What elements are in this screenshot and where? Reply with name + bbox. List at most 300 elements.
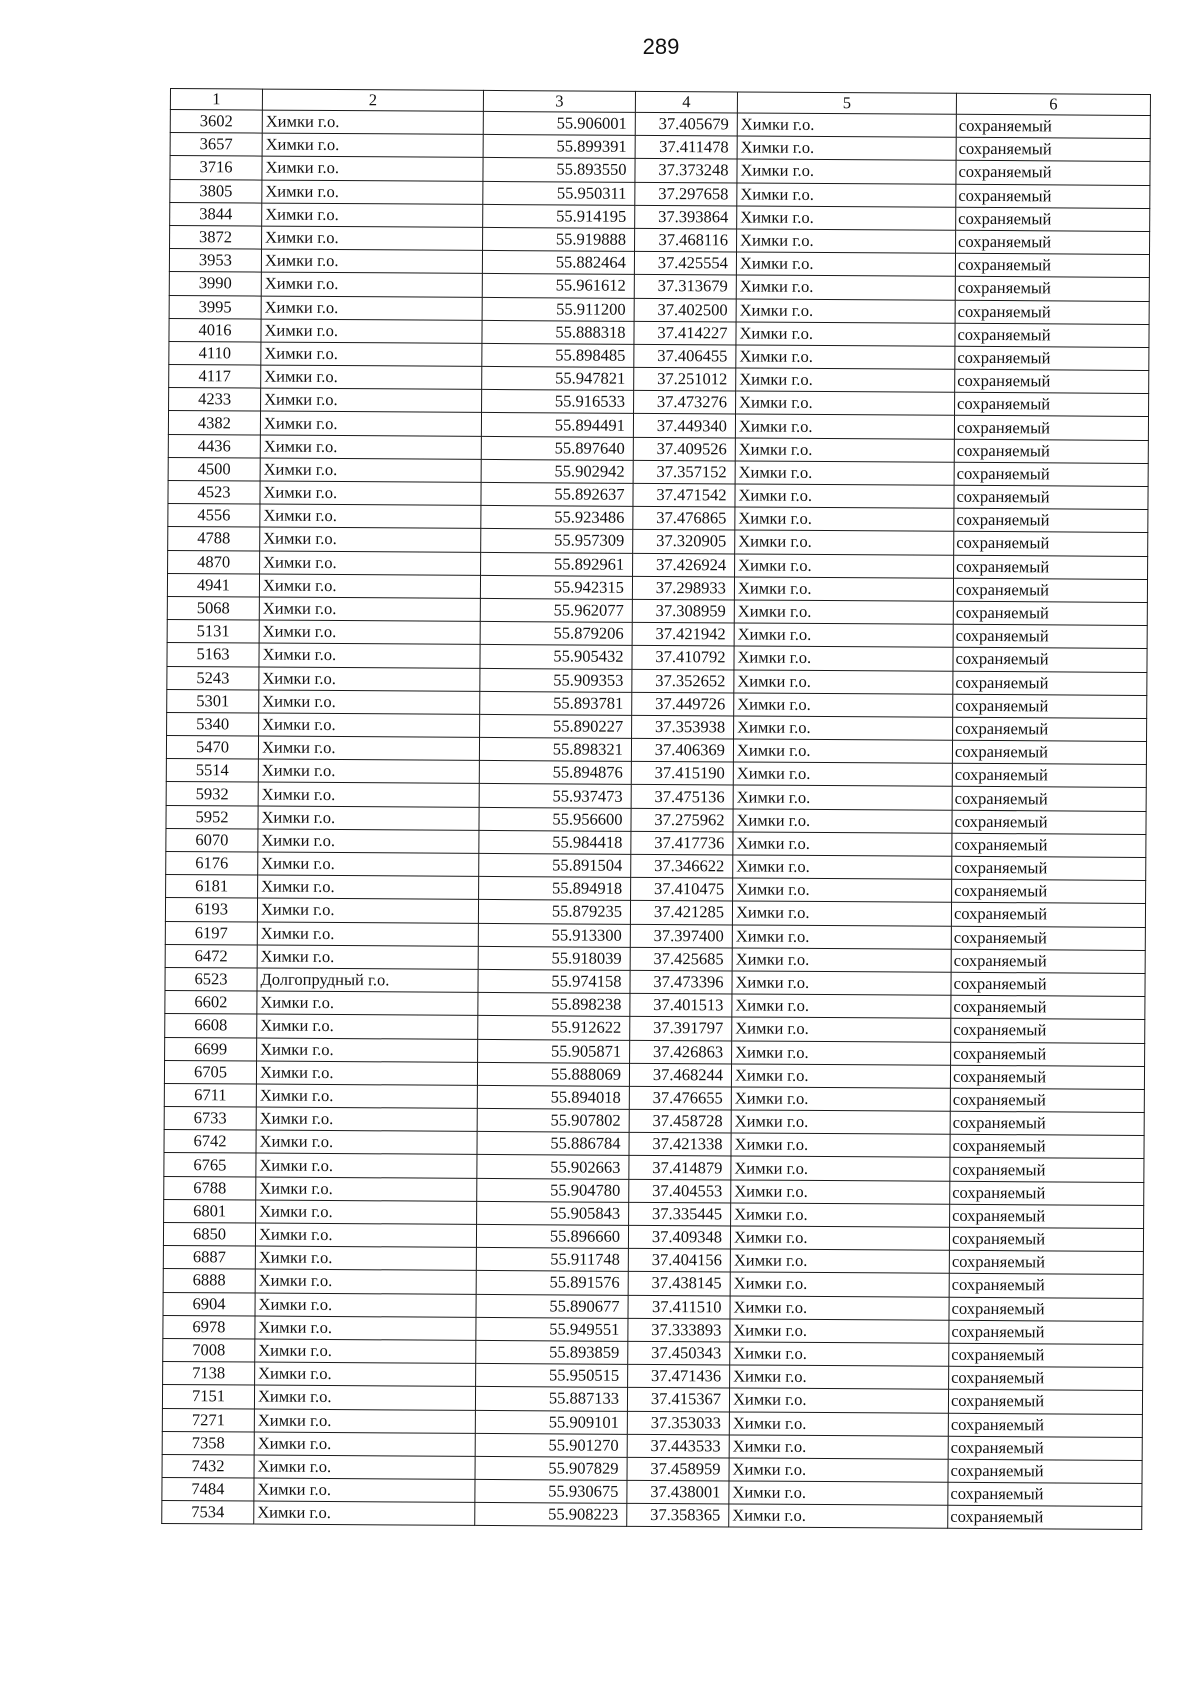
- longitude-cell: 37.473396: [630, 970, 732, 994]
- municipality-cell: Химки г.о.: [255, 1316, 476, 1341]
- longitude-cell: 37.397400: [630, 924, 732, 948]
- status-cell: сохраняемый: [951, 903, 1145, 927]
- municipality-cell: Химки г.о.: [261, 249, 482, 274]
- latitude-cell: 55.911748: [476, 1248, 628, 1272]
- latitude-cell: 55.923486: [481, 506, 633, 530]
- object-number-cell: 3872: [170, 225, 262, 249]
- location-cell: Химки г.о.: [732, 901, 951, 926]
- municipality-cell: Химки г.о.: [256, 1177, 477, 1202]
- status-cell: сохраняемый: [956, 184, 1150, 208]
- status-cell: сохраняемый: [956, 161, 1150, 185]
- location-cell: Химки г.о.: [732, 971, 951, 996]
- latitude-cell: 55.893781: [480, 691, 632, 715]
- status-cell: сохраняемый: [956, 114, 1150, 138]
- municipality-cell: Химки г.о.: [259, 690, 480, 715]
- location-cell: Химки г.о.: [734, 646, 953, 671]
- location-cell: Химки г.о.: [733, 785, 952, 810]
- location-cell: Химки г.о.: [729, 1481, 948, 1506]
- status-cell: сохраняемый: [952, 787, 1146, 811]
- location-cell: Химки г.о.: [729, 1504, 948, 1529]
- latitude-cell: 55.879206: [480, 622, 632, 646]
- longitude-cell: 37.411478: [635, 136, 737, 160]
- location-cell: Химки г.о.: [734, 716, 953, 741]
- municipality-cell: Химки г.о.: [256, 1200, 477, 1225]
- location-cell: Химки г.о.: [733, 878, 952, 903]
- latitude-cell: 55.902942: [481, 459, 633, 483]
- latitude-cell: 55.974158: [478, 969, 630, 993]
- object-number-cell: 5131: [167, 620, 259, 644]
- status-cell: сохраняемый: [955, 300, 1149, 324]
- object-number-cell: 7151: [162, 1385, 254, 1409]
- object-number-cell: 3844: [170, 202, 262, 226]
- longitude-cell: 37.473276: [634, 391, 736, 415]
- latitude-cell: 55.905843: [477, 1201, 629, 1225]
- object-number-cell: 3990: [169, 272, 261, 296]
- status-cell: сохраняемый: [949, 1366, 1143, 1390]
- municipality-cell: Химки г.о.: [258, 759, 479, 784]
- latitude-cell: 55.937473: [479, 784, 631, 808]
- latitude-cell: 55.898485: [482, 343, 634, 367]
- longitude-cell: 37.251012: [634, 367, 736, 391]
- longitude-cell: 37.353033: [627, 1411, 729, 1435]
- longitude-cell: 37.353938: [632, 715, 734, 739]
- location-cell: Химки г.о.: [730, 1319, 949, 1344]
- municipality-cell: Химки г.о.: [256, 1153, 477, 1178]
- longitude-cell: 37.409526: [633, 437, 735, 461]
- location-cell: Химки г.о.: [731, 1180, 950, 1205]
- longitude-cell: 37.275962: [631, 808, 733, 832]
- longitude-cell: 37.421285: [630, 901, 732, 925]
- location-cell: Химки г.о.: [735, 414, 954, 439]
- location-cell: Химки г.о.: [737, 183, 956, 208]
- location-cell: Химки г.о.: [730, 1296, 949, 1321]
- location-cell: Химки г.о.: [734, 693, 953, 718]
- latitude-cell: 55.888318: [482, 320, 634, 344]
- data-table: [161, 88, 1151, 1530]
- latitude-cell: 55.898321: [479, 737, 631, 761]
- latitude-cell: 55.942315: [480, 575, 632, 599]
- municipality-cell: Химки г.о.: [262, 110, 483, 135]
- object-number-cell: 7138: [163, 1362, 255, 1386]
- municipality-cell: Химки г.о.: [262, 180, 483, 205]
- longitude-cell: 37.414879: [629, 1156, 731, 1180]
- object-number-cell: 4941: [167, 573, 259, 597]
- object-number-cell: 3953: [169, 249, 261, 273]
- status-cell: сохраняемый: [952, 833, 1146, 857]
- object-number-cell: 6788: [164, 1176, 256, 1200]
- object-number-cell: 5952: [166, 805, 258, 829]
- longitude-cell: 37.297658: [635, 182, 737, 206]
- longitude-cell: 37.401513: [630, 993, 732, 1017]
- latitude-cell: 55.891504: [479, 853, 631, 877]
- object-number-cell: 6742: [164, 1130, 256, 1154]
- municipality-cell: Химки г.о.: [262, 203, 483, 228]
- location-cell: Химки г.о.: [736, 368, 955, 393]
- status-cell: сохраняемый: [952, 856, 1146, 880]
- status-cell: сохраняемый: [950, 1204, 1144, 1228]
- location-cell: Химки г.о.: [734, 577, 953, 602]
- latitude-cell: 55.956600: [479, 807, 631, 831]
- location-cell: Химки г.о.: [737, 159, 956, 184]
- status-cell: сохраняемый: [952, 764, 1146, 788]
- location-cell: Химки г.о.: [733, 809, 952, 834]
- object-number-cell: 6699: [165, 1037, 257, 1061]
- object-number-cell: 4788: [168, 527, 260, 551]
- object-number-cell: 4233: [169, 388, 261, 412]
- status-cell: сохраняемый: [951, 1019, 1145, 1043]
- longitude-cell: 37.409348: [628, 1225, 730, 1249]
- object-number-cell: 6070: [166, 828, 258, 852]
- location-cell: Химки г.о.: [735, 484, 954, 509]
- status-cell: сохраняемый: [949, 1274, 1143, 1298]
- object-number-cell: 5470: [166, 736, 258, 760]
- object-number-cell: 6472: [165, 944, 257, 968]
- object-number-cell: 4110: [169, 341, 261, 365]
- latitude-cell: 55.882464: [482, 251, 634, 275]
- longitude-cell: 37.346622: [631, 854, 733, 878]
- longitude-cell: 37.406369: [631, 738, 733, 762]
- status-cell: сохраняемый: [955, 323, 1149, 347]
- column-header: 4: [635, 91, 737, 113]
- latitude-cell: 55.916533: [482, 390, 634, 414]
- longitude-cell: 37.391797: [630, 1017, 732, 1041]
- location-cell: Химки г.о.: [734, 623, 953, 648]
- object-number-cell: 6978: [163, 1315, 255, 1339]
- latitude-cell: 55.892961: [481, 552, 633, 576]
- municipality-cell: Химки г.о.: [259, 643, 480, 668]
- latitude-cell: 55.930675: [475, 1479, 627, 1503]
- longitude-cell: 37.421338: [629, 1133, 731, 1157]
- location-cell: Химки г.о.: [731, 1133, 950, 1158]
- status-cell: сохраняемый: [949, 1227, 1143, 1251]
- latitude-cell: 55.887133: [475, 1387, 627, 1411]
- object-number-cell: 6850: [163, 1222, 255, 1246]
- latitude-cell: 55.950311: [483, 181, 635, 205]
- latitude-cell: 55.879235: [478, 900, 630, 924]
- municipality-cell: Химки г.о.: [255, 1339, 476, 1364]
- latitude-cell: 55.905432: [480, 645, 632, 669]
- longitude-cell: 37.421942: [632, 622, 734, 646]
- municipality-cell: Химки г.о.: [258, 852, 479, 877]
- location-cell: Химки г.о.: [737, 229, 956, 254]
- longitude-cell: 37.438001: [627, 1480, 729, 1504]
- longitude-cell: 37.410475: [631, 878, 733, 902]
- location-cell: Химки г.о.: [737, 113, 956, 138]
- location-cell: Химки г.о.: [730, 1226, 949, 1251]
- municipality-cell: Химки г.о.: [255, 1246, 476, 1271]
- longitude-cell: 37.313679: [634, 275, 736, 299]
- status-cell: сохраняемый: [950, 1088, 1144, 1112]
- status-cell: сохраняемый: [956, 137, 1150, 161]
- object-number-cell: 6602: [165, 991, 257, 1015]
- status-cell: сохраняемый: [948, 1413, 1142, 1437]
- longitude-cell: 37.443533: [627, 1434, 729, 1458]
- longitude-cell: 37.450343: [628, 1341, 730, 1365]
- object-number-cell: 6193: [165, 898, 257, 922]
- latitude-cell: 55.907802: [477, 1108, 629, 1132]
- municipality-cell: Химки г.о.: [254, 1432, 475, 1457]
- location-cell: Химки г.о.: [731, 1156, 950, 1181]
- location-cell: Химки г.о.: [729, 1411, 948, 1436]
- location-cell: Химки г.о.: [732, 1017, 951, 1042]
- object-number-cell: 4556: [168, 504, 260, 528]
- latitude-cell: 55.892637: [481, 482, 633, 506]
- longitude-cell: 37.352652: [632, 669, 734, 693]
- municipality-cell: Химки г.о.: [254, 1478, 475, 1503]
- document-sheet: [161, 88, 1151, 1530]
- municipality-cell: Химки г.о.: [262, 133, 483, 158]
- status-cell: сохраняемый: [952, 879, 1146, 903]
- municipality-cell: Химки г.о.: [257, 898, 478, 923]
- municipality-cell: Химки г.о.: [259, 597, 480, 622]
- location-cell: Химки г.о.: [733, 855, 952, 880]
- object-number-cell: 3602: [170, 110, 262, 134]
- municipality-cell: Химки г.о.: [262, 226, 483, 251]
- column-header: 5: [737, 92, 956, 114]
- location-cell: Химки г.о.: [731, 1110, 950, 1135]
- location-cell: Химки г.о.: [737, 136, 956, 161]
- longitude-cell: 37.426863: [630, 1040, 732, 1064]
- municipality-cell: Химки г.о.: [257, 991, 478, 1016]
- status-cell: сохраняемый: [950, 1181, 1144, 1205]
- longitude-cell: 37.358365: [627, 1504, 729, 1528]
- municipality-cell: Химки г.о.: [258, 782, 479, 807]
- latitude-cell: 55.893859: [476, 1340, 628, 1364]
- latitude-cell: 55.898238: [478, 993, 630, 1017]
- status-cell: сохраняемый: [949, 1320, 1143, 1344]
- status-cell: сохраняемый: [953, 694, 1147, 718]
- longitude-cell: 37.468244: [629, 1063, 731, 1087]
- latitude-cell: 55.949551: [476, 1317, 628, 1341]
- location-cell: Химки г.о.: [730, 1365, 949, 1390]
- object-number-cell: 6904: [163, 1292, 255, 1316]
- object-number-cell: 4016: [169, 318, 261, 342]
- longitude-cell: 37.449340: [633, 414, 735, 438]
- latitude-cell: 55.901270: [475, 1433, 627, 1457]
- longitude-cell: 37.458728: [629, 1109, 731, 1133]
- municipality-cell: Химки г.о.: [254, 1455, 475, 1480]
- latitude-cell: 55.897640: [481, 436, 633, 460]
- latitude-cell: 55.905871: [478, 1039, 630, 1063]
- location-cell: Химки г.о.: [730, 1272, 949, 1297]
- column-header: 2: [262, 89, 483, 111]
- longitude-cell: 37.468116: [635, 228, 737, 252]
- municipality-cell: Химки г.о.: [260, 481, 481, 506]
- latitude-cell: 55.918039: [478, 946, 630, 970]
- object-number-cell: 6801: [164, 1199, 256, 1223]
- municipality-cell: Химки г.о.: [261, 272, 482, 297]
- longitude-cell: 37.357152: [633, 460, 735, 484]
- longitude-cell: 37.471542: [633, 483, 735, 507]
- location-cell: Химки г.о.: [733, 739, 952, 764]
- status-cell: сохраняемый: [956, 207, 1150, 231]
- municipality-cell: Химки г.о.: [258, 806, 479, 831]
- object-number-cell: 6888: [163, 1269, 255, 1293]
- longitude-cell: 37.475136: [631, 785, 733, 809]
- status-cell: сохраняемый: [948, 1436, 1142, 1460]
- longitude-cell: 37.404156: [628, 1249, 730, 1273]
- longitude-cell: 37.476865: [633, 507, 735, 531]
- latitude-cell: 55.894918: [479, 877, 631, 901]
- object-number-cell: 6711: [164, 1083, 256, 1107]
- municipality-cell: Химки г.о.: [256, 1130, 477, 1155]
- latitude-cell: 55.950515: [476, 1364, 628, 1388]
- municipality-cell: Химки г.о.: [260, 411, 481, 436]
- location-cell: Химки г.о.: [736, 322, 955, 347]
- longitude-cell: 37.438145: [628, 1272, 730, 1296]
- status-cell: сохраняемый: [948, 1390, 1142, 1414]
- latitude-cell: 55.899391: [483, 135, 635, 159]
- object-number-cell: 7008: [163, 1338, 255, 1362]
- status-cell: сохраняемый: [954, 462, 1148, 486]
- longitude-cell: 37.308959: [632, 599, 734, 623]
- location-cell: Химки г.о.: [733, 832, 952, 857]
- status-cell: сохраняемый: [950, 1111, 1144, 1135]
- latitude-cell: 55.947821: [482, 366, 634, 390]
- object-number-cell: 7358: [162, 1431, 254, 1455]
- status-cell: сохраняемый: [955, 277, 1149, 301]
- latitude-cell: 55.896660: [476, 1224, 628, 1248]
- object-number-cell: 6608: [165, 1014, 257, 1038]
- latitude-cell: 55.919888: [483, 227, 635, 251]
- object-number-cell: 5932: [166, 782, 258, 806]
- object-number-cell: 5068: [167, 596, 259, 620]
- municipality-cell: Химки г.о.: [255, 1269, 476, 1294]
- object-number-cell: 4523: [168, 480, 260, 504]
- status-cell: сохраняемый: [949, 1250, 1143, 1274]
- municipality-cell: Химки г.о.: [258, 875, 479, 900]
- status-cell: сохраняемый: [951, 1042, 1145, 1066]
- municipality-cell: Химки г.о.: [257, 922, 478, 947]
- object-number-cell: 7271: [162, 1408, 254, 1432]
- status-cell: сохраняемый: [953, 624, 1147, 648]
- object-number-cell: 6733: [164, 1107, 256, 1131]
- latitude-cell: 55.894491: [481, 413, 633, 437]
- status-cell: сохраняемый: [955, 369, 1149, 393]
- status-cell: сохраняемый: [951, 995, 1145, 1019]
- latitude-cell: 55.906001: [483, 111, 635, 135]
- longitude-cell: 37.320905: [633, 530, 735, 554]
- latitude-cell: 55.984418: [479, 830, 631, 854]
- location-cell: Химки г.о.: [730, 1249, 949, 1274]
- longitude-cell: 37.425554: [634, 251, 736, 275]
- municipality-cell: Химки г.о.: [261, 319, 482, 344]
- status-cell: сохраняемый: [948, 1506, 1142, 1530]
- municipality-cell: Химки г.о.: [260, 458, 481, 483]
- object-number-cell: 5514: [166, 759, 258, 783]
- object-number-cell: 4500: [168, 457, 260, 481]
- location-cell: Химки г.о.: [736, 252, 955, 277]
- municipality-cell: Химки г.о.: [254, 1409, 475, 1434]
- longitude-cell: 37.417736: [631, 831, 733, 855]
- object-number-cell: 3716: [170, 156, 262, 180]
- municipality-cell: Химки г.о.: [261, 388, 482, 413]
- municipality-cell: Долгопрудный г.о.: [257, 968, 478, 993]
- longitude-cell: 37.405679: [635, 112, 737, 136]
- location-cell: Химки г.о.: [735, 438, 954, 463]
- location-cell: Химки г.о.: [729, 1435, 948, 1460]
- column-header: 1: [170, 89, 262, 111]
- latitude-cell: 55.888069: [477, 1062, 629, 1086]
- latitude-cell: 55.912622: [478, 1016, 630, 1040]
- status-cell: сохраняемый: [954, 532, 1148, 556]
- municipality-cell: Химки г.о.: [256, 1061, 477, 1086]
- municipality-cell: Химки г.о.: [260, 551, 481, 576]
- municipality-cell: Химки г.о.: [260, 435, 481, 460]
- longitude-cell: 37.471436: [628, 1364, 730, 1388]
- longitude-cell: 37.373248: [635, 159, 737, 183]
- column-header: 3: [483, 90, 635, 112]
- object-number-cell: 6765: [164, 1153, 256, 1177]
- status-cell: сохраняемый: [953, 578, 1147, 602]
- location-cell: Химки г.о.: [732, 1040, 951, 1065]
- latitude-cell: 55.894018: [477, 1085, 629, 1109]
- object-number-cell: 4117: [169, 365, 261, 389]
- longitude-cell: 37.298933: [632, 576, 734, 600]
- object-number-cell: 4436: [168, 434, 260, 458]
- municipality-cell: Химки г.о.: [259, 574, 480, 599]
- latitude-cell: 55.909101: [475, 1410, 627, 1434]
- status-cell: сохраняемый: [951, 949, 1145, 973]
- longitude-cell: 37.411510: [628, 1295, 730, 1319]
- municipality-cell: Химки г.о.: [254, 1501, 475, 1526]
- location-cell: Химки г.о.: [735, 461, 954, 486]
- status-cell: сохраняемый: [952, 810, 1146, 834]
- status-cell: сохраняемый: [953, 648, 1147, 672]
- object-number-cell: 6887: [163, 1246, 255, 1270]
- status-cell: сохраняемый: [954, 416, 1148, 440]
- object-number-cell: 4382: [168, 411, 260, 435]
- object-number-cell: 3805: [170, 179, 262, 203]
- municipality-cell: Химки г.о.: [259, 620, 480, 645]
- location-cell: Химки г.о.: [735, 530, 954, 555]
- location-cell: Химки г.о.: [731, 1203, 950, 1228]
- municipality-cell: Химки г.о.: [260, 527, 481, 552]
- object-number-cell: 5340: [167, 712, 259, 736]
- object-number-cell: 5243: [167, 666, 259, 690]
- latitude-cell: 55.908223: [475, 1503, 627, 1527]
- object-number-cell: 7484: [162, 1478, 254, 1502]
- municipality-cell: Химки г.о.: [255, 1293, 476, 1318]
- municipality-cell: Химки г.о.: [254, 1385, 475, 1410]
- status-cell: сохраняемый: [953, 601, 1147, 625]
- longitude-cell: 37.415367: [627, 1388, 729, 1412]
- latitude-cell: 55.904780: [477, 1178, 629, 1202]
- location-cell: Химки г.о.: [731, 1087, 950, 1112]
- object-number-cell: 5163: [167, 643, 259, 667]
- municipality-cell: Химки г.о.: [261, 365, 482, 390]
- status-cell: сохраняемый: [956, 230, 1150, 254]
- longitude-cell: 37.425685: [630, 947, 732, 971]
- location-cell: Химки г.о.: [732, 948, 951, 973]
- location-cell: Химки г.о.: [731, 1064, 950, 1089]
- status-cell: сохраняемый: [950, 1065, 1144, 1089]
- object-number-cell: 3657: [170, 133, 262, 157]
- longitude-cell: 37.476655: [629, 1086, 731, 1110]
- status-cell: сохраняемый: [953, 717, 1147, 741]
- longitude-cell: 37.410792: [632, 646, 734, 670]
- municipality-cell: Химки г.о.: [255, 1362, 476, 1387]
- status-cell: сохраняемый: [951, 926, 1145, 950]
- status-cell: сохраняемый: [949, 1343, 1143, 1367]
- latitude-cell: 55.886784: [477, 1132, 629, 1156]
- latitude-cell: 55.902663: [477, 1155, 629, 1179]
- latitude-cell: 55.890677: [476, 1294, 628, 1318]
- object-number-cell: 6181: [166, 875, 258, 899]
- location-cell: Химки г.о.: [735, 507, 954, 532]
- municipality-cell: Химки г.о.: [261, 296, 482, 321]
- object-number-cell: 7534: [162, 1501, 254, 1525]
